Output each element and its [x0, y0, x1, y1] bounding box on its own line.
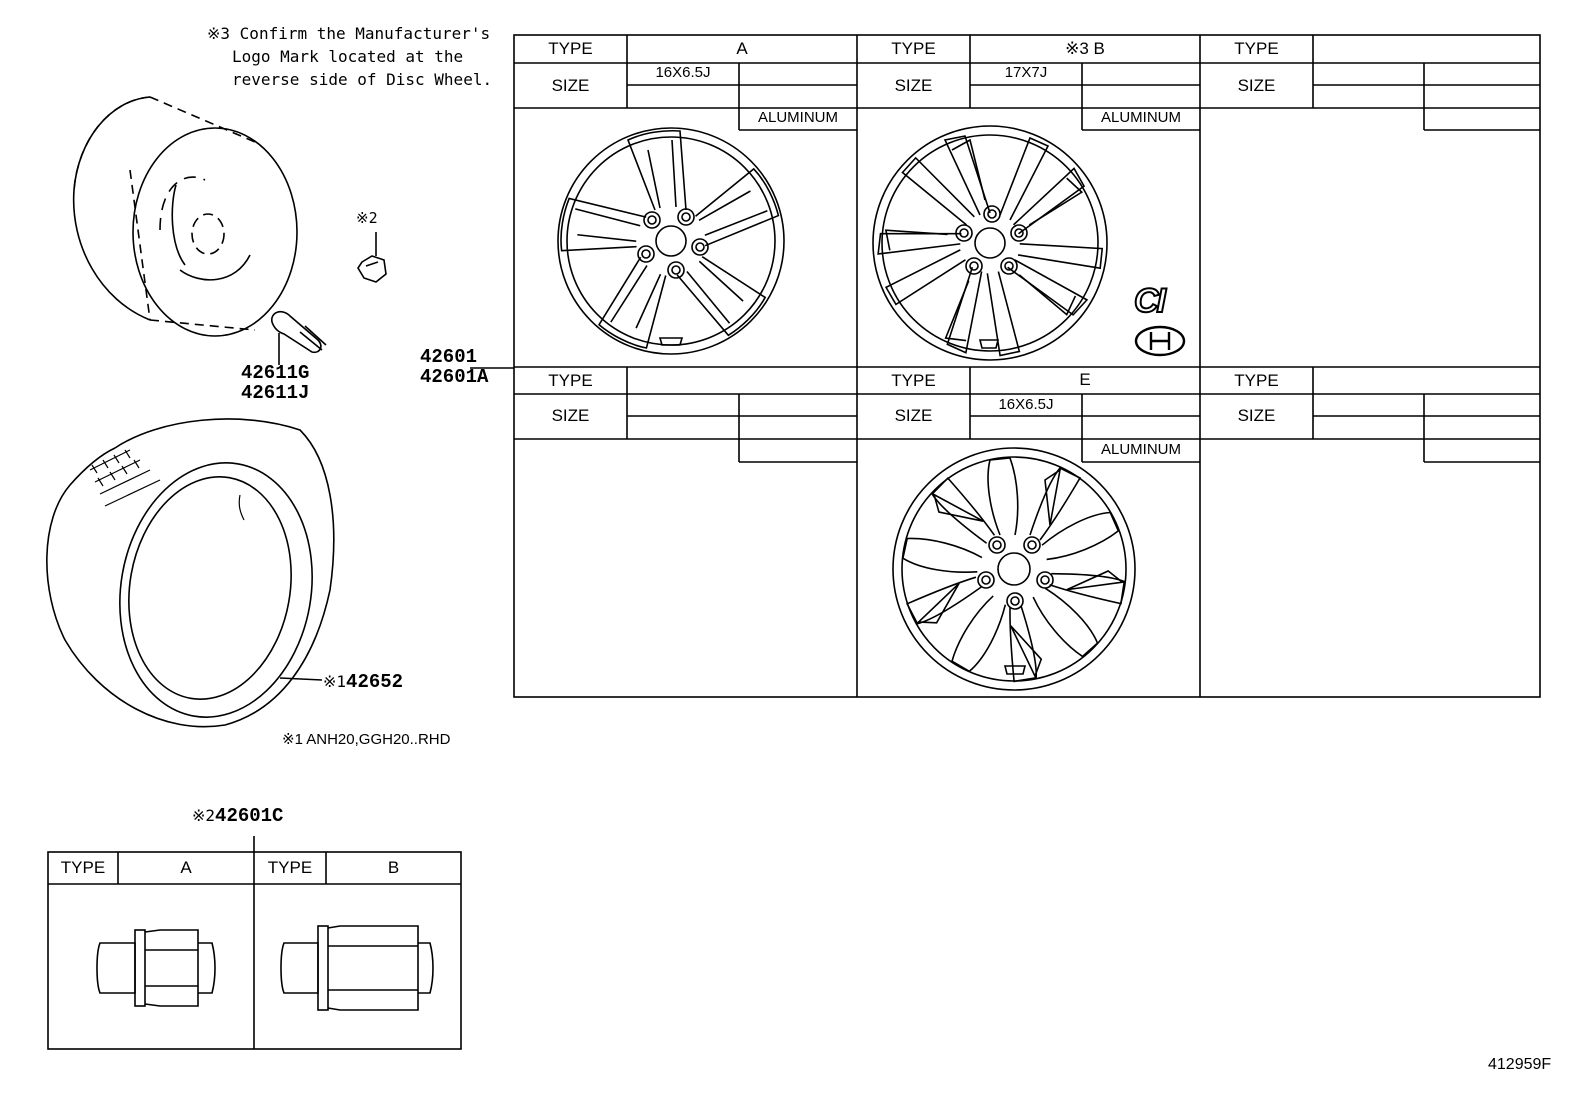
nut-prefix: ※2 [192, 806, 216, 825]
wheel-type-label-6: TYPE [1234, 371, 1279, 390]
model-note: ※1 ANH20,GGH20..RHD [282, 731, 451, 748]
wheel-material-b: ALUMINUM [1100, 109, 1181, 126]
wheel-size-label-6: SIZE [1237, 406, 1276, 425]
nut-type-label-a: TYPE [60, 858, 106, 877]
wheel-table-frame [514, 35, 1540, 697]
part-number-42601c[interactable]: 42601C [215, 805, 284, 827]
wheel-size-label-5: SIZE [894, 406, 933, 425]
wheel-material-e: ALUMINUM [1100, 441, 1181, 458]
wheel-e-drawing [893, 448, 1140, 698]
wheel-type-a: A [736, 39, 748, 58]
part-number-42611j[interactable]: 42611J [241, 382, 310, 404]
wheel-type-b: ※3 B [1065, 39, 1105, 58]
part-number-42601[interactable]: 42601 [420, 346, 478, 368]
wheel-size-label-3: SIZE [1237, 76, 1276, 95]
nut-callout [192, 804, 283, 827]
part-number-42601a[interactable]: 42601A [420, 366, 489, 388]
part-number-42652[interactable]: 42652 [346, 671, 404, 693]
wheel-type-label-3: TYPE [1234, 39, 1279, 58]
nut-type-a: A [180, 858, 192, 877]
wheel-type-label-1: TYPE [548, 39, 593, 58]
illustration-id: 412959F [1488, 1056, 1552, 1073]
tire-drawing [47, 419, 334, 733]
wheel-b-drawing [873, 126, 1110, 364]
wheel-type-label-2: TYPE [891, 39, 936, 58]
h-logo-mark [1136, 327, 1184, 355]
disc-wheel-drawing [74, 97, 297, 336]
hub-nut-marker: ※2 [356, 209, 378, 227]
valve-stem-drawing [272, 312, 326, 365]
hub-nut-small-drawing [358, 232, 386, 282]
tire-callout [323, 670, 403, 693]
hub-nut-b-drawing [281, 926, 433, 1010]
hub-nut-a-drawing [97, 930, 215, 1006]
wheel-size-b: 17X7J [1004, 64, 1048, 81]
logo-note-line-2: Logo Mark located at the [232, 47, 464, 66]
wheel-size-label-4: SIZE [551, 406, 590, 425]
logo-note-line-3: reverse side of Disc Wheel. [232, 70, 493, 89]
wheel-type-e: E [1079, 370, 1091, 389]
nut-type-label-b: TYPE [267, 858, 313, 877]
wheel-a-drawing [553, 128, 784, 355]
ci-logo-mark: CI [1134, 282, 1164, 320]
wheel-type-label-4: TYPE [548, 371, 593, 390]
wheel-size-label-1: SIZE [551, 76, 590, 95]
tire-prefix: ※1 [323, 672, 347, 691]
part-number-42611g[interactable]: 42611G [241, 362, 310, 384]
wheel-material-a: ALUMINUM [757, 109, 838, 126]
wheel-size-label-2: SIZE [894, 76, 933, 95]
wheel-type-label-5: TYPE [891, 371, 936, 390]
wheel-size-e: 16X6.5J [998, 396, 1054, 413]
logo-note-line-1: ※3 Confirm the Manufacturer's [207, 24, 491, 43]
nut-type-b: B [387, 858, 400, 877]
wheel-size-a: 16X6.5J [655, 64, 711, 81]
